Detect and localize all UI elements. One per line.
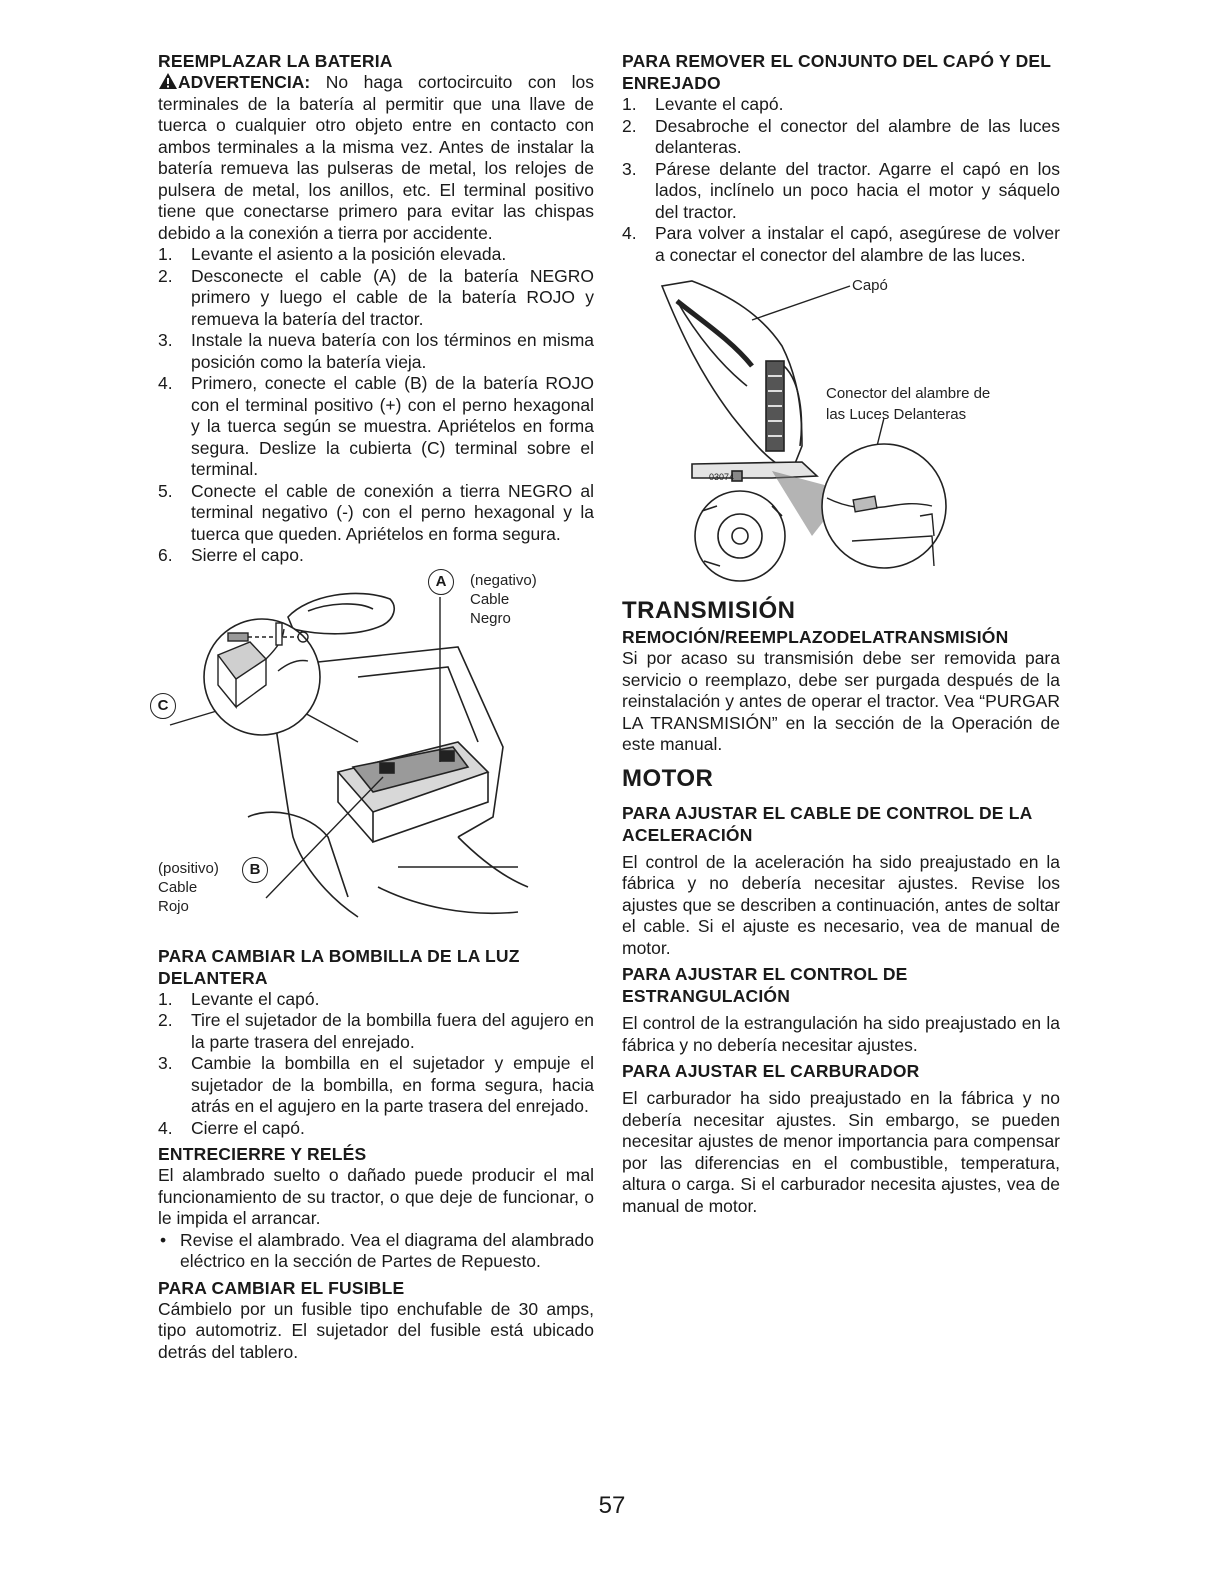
list-item xyxy=(622,116,1060,159)
bullet-icon: • xyxy=(160,1229,167,1250)
label-line: Cable xyxy=(470,590,510,608)
page-number: 57 xyxy=(598,1492,626,1519)
step-number: 1. xyxy=(158,988,173,1009)
step-text: Desconecte el cable (A) de la batería NEGRO primero y luego el cable de la batería ROJO y remueva la batería del tractor. xyxy=(191,265,594,329)
label-line: Rojo xyxy=(158,897,189,915)
step-text: Párese delante del tractor. Agarre el capó en los lados, inclínelo un poco hacia el motor y sáquelo del tractor. xyxy=(655,158,1060,222)
step-text: Conecte el cable de conexión a tierra NEGRO al terminal negativo (-) con el perno hexagonal y la tuerca que queden. Apriételos en forma segura. xyxy=(191,480,594,544)
callout-b: B xyxy=(242,857,268,883)
step-text: Instale la nueva batería con los términos en misma posición como la batería vieja. xyxy=(191,330,594,372)
label-line: (positivo) xyxy=(158,859,219,877)
callout-c: C xyxy=(150,693,176,719)
bullet-text: Revise el alambrado. Vea el diagrama del alambrado eléctrico en la sección de Partes de Repuesto. xyxy=(180,1229,594,1271)
throttle-text: El control de la aceleración ha sido preajustado en la fábrica y no debería necesitar ajustes. Revise los ajustes que se describen a continuación, antes de soltar el cable. Si el ajuste es necesario, vea de manual de motor. xyxy=(622,851,1060,958)
step-text: Desabroche el conector del alambre de las luces delanteras. xyxy=(655,115,1060,157)
bulb-steps xyxy=(158,989,594,1140)
step-number: 4. xyxy=(158,1117,173,1138)
step-number: 2. xyxy=(622,115,637,136)
left-column xyxy=(158,50,594,1363)
transmission-heading: TRANSMISIÓN xyxy=(622,597,796,624)
list-item xyxy=(158,330,594,373)
list-item xyxy=(622,223,1060,266)
battery-figure xyxy=(158,567,594,945)
step-text: Sierre el capo. xyxy=(191,545,304,565)
label-line: Negro xyxy=(470,609,511,627)
step-number: 1. xyxy=(158,244,173,264)
step-number: 1. xyxy=(622,94,637,114)
step-number: 4. xyxy=(158,373,173,393)
step-number: 4. xyxy=(622,223,637,243)
carb-text: El carburador ha sido preajustado en la fábrica y no debería necesitar ajustes. Sin embargo, se pueden necesitar ajustes de menor importancia para compensar por las diferencias en el combustible, temperatura, altura o carga. Si el carburador necesita ajustes, vea de manual de motor. xyxy=(622,1088,1060,1216)
list-item xyxy=(158,1230,594,1273)
step-number: 6. xyxy=(158,545,173,565)
part-code: 03074 xyxy=(709,472,735,482)
step-text: Cambie la bombilla en el sujetador y empuje el sujetador de la bombilla, en forma segura, hacia atrás en el agujero en la parte trasera del enrejado. xyxy=(191,1053,594,1116)
label-line: Cable xyxy=(158,878,198,896)
choke-text: El control de la estrangulación ha sido preajustado en la fábrica y no debería necesitar ajustes. xyxy=(622,1013,1060,1055)
relays-title: ENTRECIERRE Y RELÉS xyxy=(158,1144,367,1164)
list-item xyxy=(158,481,594,546)
list-item xyxy=(158,266,594,331)
list-item xyxy=(158,545,594,567)
list-item xyxy=(158,989,594,1011)
step-number: 3. xyxy=(158,1053,173,1073)
list-item xyxy=(158,373,594,481)
label-line: Conector del alambre de xyxy=(826,385,991,402)
carb-title: PARA AJUSTAR EL CARBURADOR xyxy=(622,1061,920,1081)
choke-title: PARA AJUSTAR EL CONTROL DE ESTRANGULACIÓN xyxy=(622,964,908,1006)
transmission-text: Si por acaso su transmisión debe ser removida para servicio o reemplazo, debe ser purgada después de la reinstalación y antes de operar el tractor. Vea “PURGAR LA TRANSMISIÓN” en la sección de la Operación de este manual. xyxy=(622,648,1060,754)
motor-heading: MOTOR xyxy=(622,764,714,792)
warning-text: No haga cortocircuito con los terminales de la batería al permitir que una llave de tuerca o cualquier otro objeto entre en contacto con ambos terminales a la misma vez. Antes de instalar la batería remueva las pulseras de metal, los relojes de pulsera de metal, los anillos, etc. El terminal positivo tiene que conectarse primero para evitar las chispas debido a la conexión a tierra por accidente. xyxy=(158,72,594,243)
list-item xyxy=(158,1118,594,1140)
right-column xyxy=(622,50,1060,1217)
label-line: (negativo) xyxy=(470,571,537,589)
battery-steps xyxy=(158,244,594,567)
step-text: Levante el asiento a la posición elevada. xyxy=(191,244,507,264)
label-positive-cable xyxy=(158,859,219,916)
step-number: 2. xyxy=(158,265,173,286)
battery-title: REEMPLAZAR LA BATERIA xyxy=(158,51,393,71)
warning-triangle-icon xyxy=(158,72,178,90)
label-capo: Capó xyxy=(852,277,888,294)
hood-title: PARA REMOVER EL CONJUNTO DEL CAPÓ Y DEL ENREJADO xyxy=(622,51,1051,93)
warning-label: ADVERTENCIA: xyxy=(178,72,311,92)
step-text: Para volver a instalar el capó, asegúrese de volver a conectar el conector del alambre de las luces. xyxy=(655,223,1060,265)
label-negative-cable xyxy=(470,571,537,628)
bulb-title: PARA CAMBIAR LA BOMBILLA DE LA LUZ DELANTERA xyxy=(158,945,520,988)
relays-bullets xyxy=(158,1230,594,1273)
step-number: 3. xyxy=(158,330,173,350)
step-text: Tire el sujetador de la bombilla fuera del agujero en la parte trasera del enrejado. xyxy=(191,1010,594,1052)
throttle-title: PARA AJUSTAR EL CABLE DE CONTROL DE LA ACELERACIÓN xyxy=(622,802,1032,845)
fuse-text: Cámbielo por un fusible tipo enchufable de 30 amps, tipo automotriz. El sujetador del fusible está ubicado detrás del tablero. xyxy=(158,1298,594,1362)
step-text: Levante el capó. xyxy=(655,94,784,114)
step-number: 5. xyxy=(158,480,173,501)
list-item xyxy=(622,159,1060,224)
battery-warning xyxy=(158,72,594,244)
label-line: las Luces Delanteras xyxy=(826,406,967,423)
step-number: 2. xyxy=(158,1010,173,1030)
step-text: Levante el capó. xyxy=(191,988,320,1009)
list-item xyxy=(622,94,1060,116)
transmission-subtitle: REMOCIÓN/REEMPLAZODELATRANSMISIÓN xyxy=(622,627,1009,647)
list-item xyxy=(158,1053,594,1118)
step-text: Primero, conecte el cable (B) de la batería ROJO con el terminal positivo (+) con el perno hexagonal y la tuerca según se muestra. Apriételos en forma segura. Deslize la cubierta (C) terminal sobre el terminal. xyxy=(191,373,594,479)
step-text: Cierre el capó. xyxy=(191,1117,305,1138)
callout-a: A xyxy=(428,569,454,595)
list-item xyxy=(158,1010,594,1053)
hood-steps xyxy=(622,94,1060,266)
fuse-title: PARA CAMBIAR EL FUSIBLE xyxy=(158,1277,405,1298)
label-connector xyxy=(826,383,990,425)
step-number: 3. xyxy=(622,158,637,179)
hood-figure xyxy=(622,266,1060,596)
list-item xyxy=(158,244,594,266)
hood-illustration xyxy=(622,266,1060,596)
relays-text: El alambrado suelto o dañado puede producir el mal funcionamiento de su tractor, o que deje de funcionar, o le impida el arrancar. xyxy=(158,1165,594,1228)
